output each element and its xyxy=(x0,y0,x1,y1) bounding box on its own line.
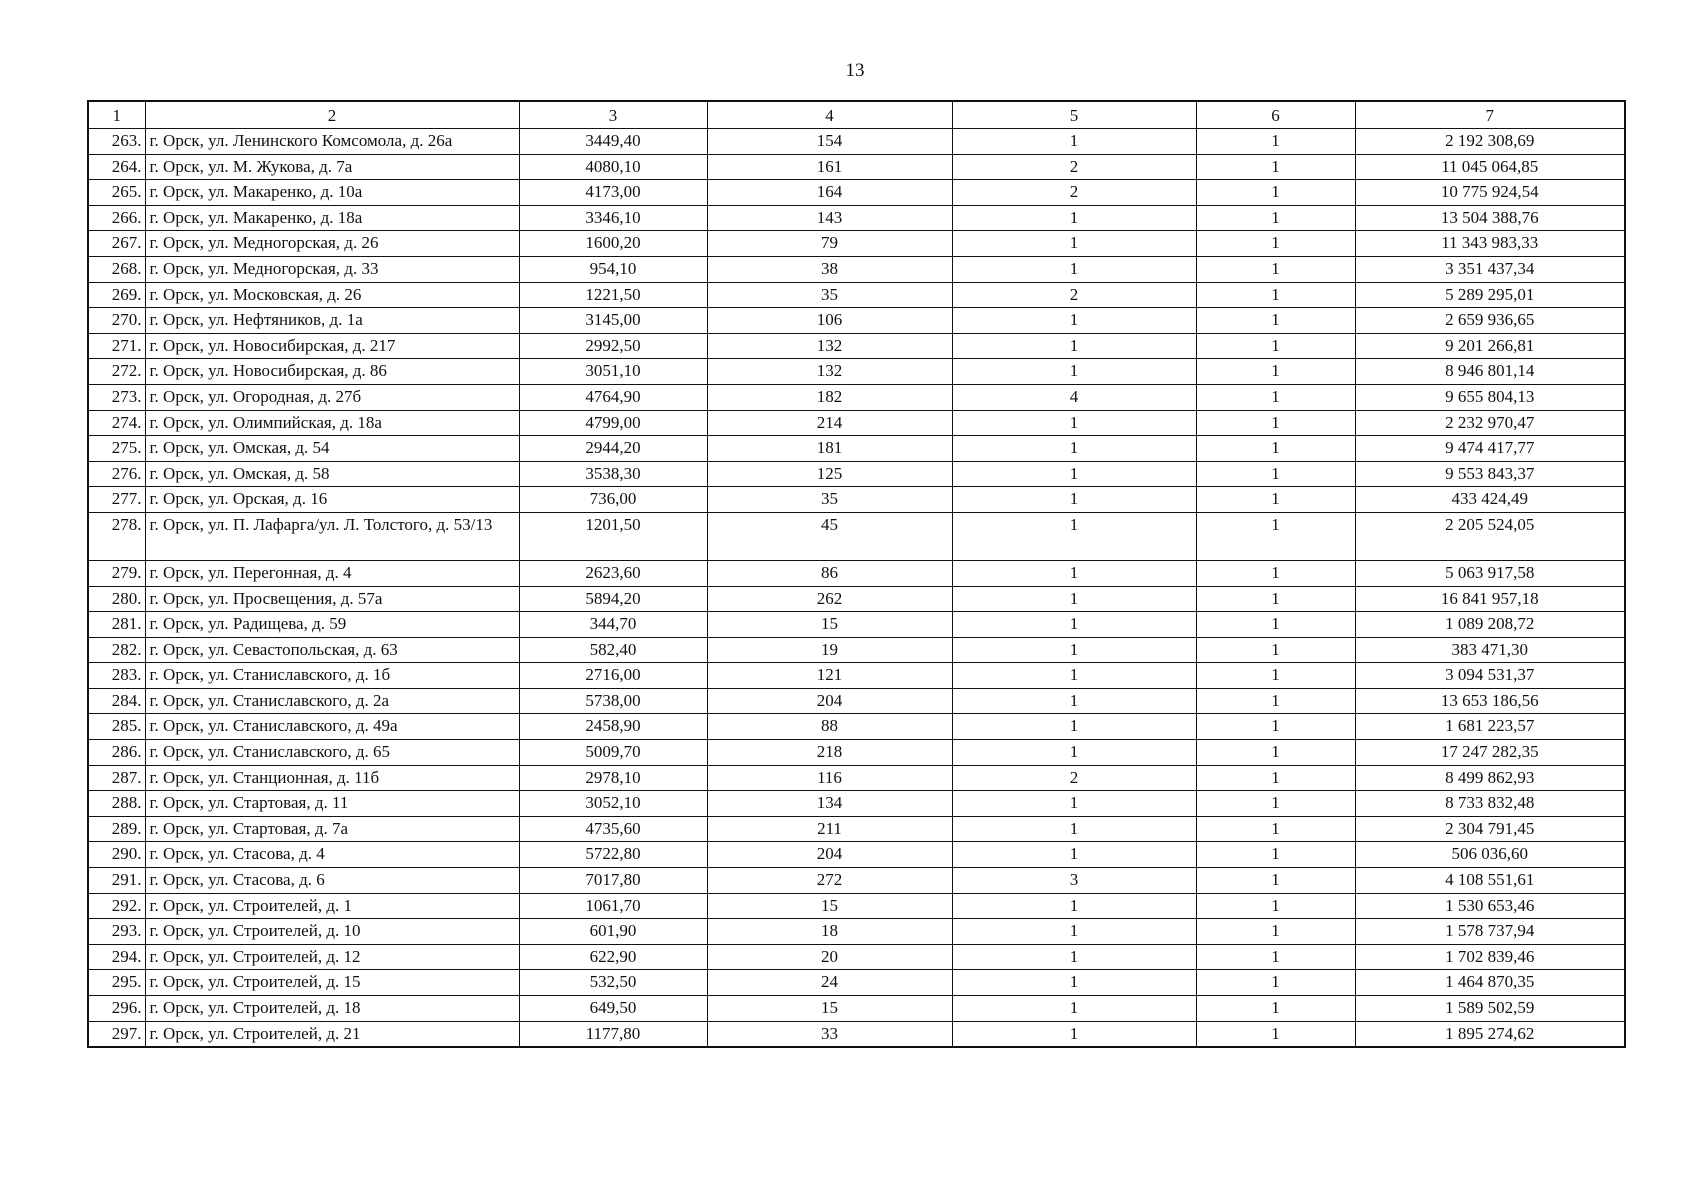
residents-count: 35 xyxy=(707,282,952,308)
address: г. Орск, ул. Просвещения, д. 57а xyxy=(145,586,519,612)
table-row xyxy=(88,461,1625,487)
table-row xyxy=(88,256,1625,282)
table-row xyxy=(88,868,1625,894)
table-row xyxy=(88,205,1625,231)
residents-count: 106 xyxy=(707,308,952,334)
cost-value: 13 504 388,76 xyxy=(1355,205,1625,231)
cost-value: 1 589 502,59 xyxy=(1355,996,1625,1022)
col5-value: 1 xyxy=(952,714,1196,740)
table-row xyxy=(88,688,1625,714)
col5-value: 2 xyxy=(952,180,1196,206)
area-value: 601,90 xyxy=(519,919,707,945)
cost-value: 2 192 308,69 xyxy=(1355,129,1625,155)
col6-value: 1 xyxy=(1196,842,1355,868)
col5-value: 1 xyxy=(952,791,1196,817)
col6-value: 1 xyxy=(1196,436,1355,462)
table-row xyxy=(88,436,1625,462)
table-row xyxy=(88,586,1625,612)
row-number: 294. xyxy=(88,944,145,970)
row-number: 274. xyxy=(88,410,145,436)
col5-value: 1 xyxy=(952,1021,1196,1047)
address: г. Орск, ул. Строителей, д. 1 xyxy=(145,893,519,919)
address: г. Орск, ул. Станционная, д. 11б xyxy=(145,765,519,791)
col6-value: 1 xyxy=(1196,205,1355,231)
row-number: 270. xyxy=(88,308,145,334)
col6-value: 1 xyxy=(1196,612,1355,638)
cost-value: 11 343 983,33 xyxy=(1355,231,1625,257)
column-header-3: 3 xyxy=(519,101,707,129)
table-row xyxy=(88,714,1625,740)
col5-value: 1 xyxy=(952,359,1196,385)
cost-value: 9 474 417,77 xyxy=(1355,436,1625,462)
residents-count: 35 xyxy=(707,487,952,513)
residents-count: 86 xyxy=(707,560,952,586)
residents-count: 88 xyxy=(707,714,952,740)
residents-count: 218 xyxy=(707,740,952,766)
page-number: 13 xyxy=(845,60,865,81)
row-number: 289. xyxy=(88,816,145,842)
column-header-7: 7 xyxy=(1355,101,1625,129)
cost-value: 3 094 531,37 xyxy=(1355,663,1625,689)
col5-value: 1 xyxy=(952,919,1196,945)
col5-value: 1 xyxy=(952,333,1196,359)
cost-value: 506 036,60 xyxy=(1355,842,1625,868)
residents-count: 121 xyxy=(707,663,952,689)
area-value: 1221,50 xyxy=(519,282,707,308)
col6-value: 1 xyxy=(1196,461,1355,487)
residents-count: 132 xyxy=(707,359,952,385)
area-value: 7017,80 xyxy=(519,868,707,894)
row-number: 283. xyxy=(88,663,145,689)
residents-count: 204 xyxy=(707,842,952,868)
area-value: 4764,90 xyxy=(519,384,707,410)
cost-value: 1 464 870,35 xyxy=(1355,970,1625,996)
col6-value: 1 xyxy=(1196,816,1355,842)
col6-value: 1 xyxy=(1196,893,1355,919)
residents-count: 143 xyxy=(707,205,952,231)
table-row xyxy=(88,333,1625,359)
cost-value: 2 659 936,65 xyxy=(1355,308,1625,334)
row-number: 266. xyxy=(88,205,145,231)
row-number: 295. xyxy=(88,970,145,996)
residents-count: 15 xyxy=(707,996,952,1022)
cost-value: 17 247 282,35 xyxy=(1355,740,1625,766)
residents-count: 24 xyxy=(707,970,952,996)
residents-count: 79 xyxy=(707,231,952,257)
table-row xyxy=(88,842,1625,868)
col6-value: 1 xyxy=(1196,333,1355,359)
residents-count: 45 xyxy=(707,512,952,560)
col6-value: 1 xyxy=(1196,688,1355,714)
row-number: 296. xyxy=(88,996,145,1022)
col6-value: 1 xyxy=(1196,512,1355,560)
residents-count: 262 xyxy=(707,586,952,612)
col6-value: 1 xyxy=(1196,231,1355,257)
table-row xyxy=(88,637,1625,663)
address: г. Орск, ул. Стасова, д. 6 xyxy=(145,868,519,894)
address: г. Орск, ул. Омская, д. 54 xyxy=(145,436,519,462)
col6-value: 1 xyxy=(1196,1021,1355,1047)
row-number: 272. xyxy=(88,359,145,385)
area-value: 622,90 xyxy=(519,944,707,970)
residents-count: 161 xyxy=(707,154,952,180)
area-value: 2623,60 xyxy=(519,560,707,586)
col5-value: 1 xyxy=(952,436,1196,462)
cost-value: 9 553 843,37 xyxy=(1355,461,1625,487)
col6-value: 1 xyxy=(1196,740,1355,766)
row-number: 278. xyxy=(88,512,145,560)
col6-value: 1 xyxy=(1196,919,1355,945)
row-number: 277. xyxy=(88,487,145,513)
table-row xyxy=(88,1021,1625,1047)
row-number: 291. xyxy=(88,868,145,894)
table-row xyxy=(88,740,1625,766)
table-row xyxy=(88,560,1625,586)
row-number: 282. xyxy=(88,637,145,663)
col5-value: 2 xyxy=(952,765,1196,791)
address: г. Орск, ул. Стартовая, д. 7а xyxy=(145,816,519,842)
address: г. Орск, ул. Московская, д. 26 xyxy=(145,282,519,308)
cost-value: 4 108 551,61 xyxy=(1355,868,1625,894)
cost-value: 9 201 266,81 xyxy=(1355,333,1625,359)
area-value: 1201,50 xyxy=(519,512,707,560)
area-value: 3051,10 xyxy=(519,359,707,385)
table-row xyxy=(88,612,1625,638)
residents-count: 15 xyxy=(707,612,952,638)
col5-value: 1 xyxy=(952,842,1196,868)
table-row xyxy=(88,308,1625,334)
col5-value: 1 xyxy=(952,893,1196,919)
table-row xyxy=(88,996,1625,1022)
table-row xyxy=(88,282,1625,308)
residents-count: 154 xyxy=(707,129,952,155)
residents-count: 20 xyxy=(707,944,952,970)
area-value: 649,50 xyxy=(519,996,707,1022)
table-row xyxy=(88,359,1625,385)
row-number: 284. xyxy=(88,688,145,714)
row-number: 271. xyxy=(88,333,145,359)
address: г. Орск, ул. Строителей, д. 21 xyxy=(145,1021,519,1047)
residents-count: 182 xyxy=(707,384,952,410)
col5-value: 1 xyxy=(952,688,1196,714)
col5-value: 2 xyxy=(952,154,1196,180)
cost-value: 8 499 862,93 xyxy=(1355,765,1625,791)
cost-value: 13 653 186,56 xyxy=(1355,688,1625,714)
address: г. Орск, ул. Стасова, д. 4 xyxy=(145,842,519,868)
col5-value: 1 xyxy=(952,256,1196,282)
row-number: 279. xyxy=(88,560,145,586)
address: г. Орск, ул. Огородная, д. 27б xyxy=(145,384,519,410)
address: г. Орск, ул. Новосибирская, д. 217 xyxy=(145,333,519,359)
column-header-5: 5 xyxy=(952,101,1196,129)
table-row xyxy=(88,129,1625,155)
cost-value: 1 681 223,57 xyxy=(1355,714,1625,740)
col6-value: 1 xyxy=(1196,487,1355,513)
cost-value: 433 424,49 xyxy=(1355,487,1625,513)
address: г. Орск, ул. Строителей, д. 15 xyxy=(145,970,519,996)
row-number: 269. xyxy=(88,282,145,308)
table-row xyxy=(88,384,1625,410)
area-value: 1600,20 xyxy=(519,231,707,257)
col6-value: 1 xyxy=(1196,180,1355,206)
cost-value: 5 063 917,58 xyxy=(1355,560,1625,586)
address: г. Орск, ул. Станиславского, д. 1б xyxy=(145,663,519,689)
address: г. Орск, ул. Медногорская, д. 26 xyxy=(145,231,519,257)
residents-count: 181 xyxy=(707,436,952,462)
row-number: 273. xyxy=(88,384,145,410)
cost-value: 8 946 801,14 xyxy=(1355,359,1625,385)
row-number: 268. xyxy=(88,256,145,282)
area-value: 2458,90 xyxy=(519,714,707,740)
cost-value: 11 045 064,85 xyxy=(1355,154,1625,180)
area-value: 5009,70 xyxy=(519,740,707,766)
col5-value: 1 xyxy=(952,410,1196,436)
address: г. Орск, ул. Макаренко, д. 10а xyxy=(145,180,519,206)
address: г. Орск, ул. Новосибирская, д. 86 xyxy=(145,359,519,385)
residents-count: 116 xyxy=(707,765,952,791)
address: г. Орск, ул. Макаренко, д. 18а xyxy=(145,205,519,231)
table-row xyxy=(88,512,1625,560)
area-value: 954,10 xyxy=(519,256,707,282)
address: г. Орск, ул. Омская, д. 58 xyxy=(145,461,519,487)
cost-value: 2 304 791,45 xyxy=(1355,816,1625,842)
address: г. Орск, ул. М. Жукова, д. 7а xyxy=(145,154,519,180)
area-value: 3145,00 xyxy=(519,308,707,334)
residents-count: 164 xyxy=(707,180,952,206)
row-number: 293. xyxy=(88,919,145,945)
col5-value: 1 xyxy=(952,560,1196,586)
address: г. Орск, ул. Ленинского Комсомола, д. 26а xyxy=(145,129,519,155)
col5-value: 2 xyxy=(952,282,1196,308)
table-row xyxy=(88,487,1625,513)
cost-value: 2 232 970,47 xyxy=(1355,410,1625,436)
table-row xyxy=(88,180,1625,206)
address: г. Орск, ул. Строителей, д. 12 xyxy=(145,944,519,970)
col5-value: 3 xyxy=(952,868,1196,894)
col5-value: 1 xyxy=(952,205,1196,231)
address: г. Орск, ул. Строителей, д. 10 xyxy=(145,919,519,945)
address: г. Орск, ул. Радищева, д. 59 xyxy=(145,612,519,638)
area-value: 4080,10 xyxy=(519,154,707,180)
residents-count: 204 xyxy=(707,688,952,714)
table-row xyxy=(88,919,1625,945)
row-number: 281. xyxy=(88,612,145,638)
column-header-4: 4 xyxy=(707,101,952,129)
row-number: 267. xyxy=(88,231,145,257)
col6-value: 1 xyxy=(1196,282,1355,308)
area-value: 1177,80 xyxy=(519,1021,707,1047)
table-row xyxy=(88,231,1625,257)
table-row xyxy=(88,893,1625,919)
col5-value: 1 xyxy=(952,129,1196,155)
col5-value: 1 xyxy=(952,996,1196,1022)
area-value: 736,00 xyxy=(519,487,707,513)
cost-value: 2 205 524,05 xyxy=(1355,512,1625,560)
table-row xyxy=(88,816,1625,842)
col6-value: 1 xyxy=(1196,663,1355,689)
area-value: 2716,00 xyxy=(519,663,707,689)
col5-value: 1 xyxy=(952,308,1196,334)
table-body xyxy=(88,129,1625,1047)
area-value: 3449,40 xyxy=(519,129,707,155)
row-number: 297. xyxy=(88,1021,145,1047)
cost-value: 8 733 832,48 xyxy=(1355,791,1625,817)
col6-value: 1 xyxy=(1196,560,1355,586)
row-number: 275. xyxy=(88,436,145,462)
cost-value: 1 578 737,94 xyxy=(1355,919,1625,945)
column-header-1: 1 xyxy=(88,101,145,129)
row-number: 264. xyxy=(88,154,145,180)
table-row xyxy=(88,410,1625,436)
col6-value: 1 xyxy=(1196,586,1355,612)
area-value: 3346,10 xyxy=(519,205,707,231)
col5-value: 1 xyxy=(952,461,1196,487)
area-value: 532,50 xyxy=(519,970,707,996)
col5-value: 1 xyxy=(952,637,1196,663)
col5-value: 1 xyxy=(952,970,1196,996)
residents-count: 125 xyxy=(707,461,952,487)
residents-count: 211 xyxy=(707,816,952,842)
area-value: 3052,10 xyxy=(519,791,707,817)
col6-value: 1 xyxy=(1196,714,1355,740)
cost-value: 1 530 653,46 xyxy=(1355,893,1625,919)
col6-value: 1 xyxy=(1196,359,1355,385)
area-value: 5894,20 xyxy=(519,586,707,612)
address: г. Орск, ул. Орская, д. 16 xyxy=(145,487,519,513)
table-row xyxy=(88,970,1625,996)
table-row xyxy=(88,944,1625,970)
cost-value: 5 289 295,01 xyxy=(1355,282,1625,308)
col5-value: 1 xyxy=(952,740,1196,766)
area-value: 5722,80 xyxy=(519,842,707,868)
area-value: 2978,10 xyxy=(519,765,707,791)
address: г. Орск, ул. П. Лафарга/ул. Л. Толстого, д. 53/13 xyxy=(145,512,519,560)
address: г. Орск, ул. Медногорская, д. 33 xyxy=(145,256,519,282)
col5-value: 1 xyxy=(952,512,1196,560)
area-value: 5738,00 xyxy=(519,688,707,714)
table-row xyxy=(88,765,1625,791)
column-header-2: 2 xyxy=(145,101,519,129)
residents-count: 19 xyxy=(707,637,952,663)
col6-value: 1 xyxy=(1196,765,1355,791)
area-value: 4799,00 xyxy=(519,410,707,436)
area-value: 3538,30 xyxy=(519,461,707,487)
col5-value: 1 xyxy=(952,487,1196,513)
area-value: 2992,50 xyxy=(519,333,707,359)
address: г. Орск, ул. Нефтяников, д. 1а xyxy=(145,308,519,334)
row-number: 288. xyxy=(88,791,145,817)
table-row xyxy=(88,663,1625,689)
row-number: 287. xyxy=(88,765,145,791)
row-number: 263. xyxy=(88,129,145,155)
registry-table xyxy=(87,100,1626,1048)
row-number: 286. xyxy=(88,740,145,766)
col6-value: 1 xyxy=(1196,308,1355,334)
col6-value: 1 xyxy=(1196,384,1355,410)
col5-value: 1 xyxy=(952,663,1196,689)
area-value: 4173,00 xyxy=(519,180,707,206)
col6-value: 1 xyxy=(1196,944,1355,970)
column-number-header-row xyxy=(88,101,1625,129)
cost-value: 383 471,30 xyxy=(1355,637,1625,663)
residents-count: 214 xyxy=(707,410,952,436)
col5-value: 1 xyxy=(952,612,1196,638)
col5-value: 1 xyxy=(952,816,1196,842)
address: г. Орск, ул. Олимпийская, д. 18а xyxy=(145,410,519,436)
col5-value: 1 xyxy=(952,586,1196,612)
col6-value: 1 xyxy=(1196,129,1355,155)
row-number: 280. xyxy=(88,586,145,612)
row-number: 265. xyxy=(88,180,145,206)
cost-value: 16 841 957,18 xyxy=(1355,586,1625,612)
residents-count: 132 xyxy=(707,333,952,359)
address: г. Орск, ул. Перегонная, д. 4 xyxy=(145,560,519,586)
col6-value: 1 xyxy=(1196,637,1355,663)
cost-value: 10 775 924,54 xyxy=(1355,180,1625,206)
area-value: 4735,60 xyxy=(519,816,707,842)
address: г. Орск, ул. Строителей, д. 18 xyxy=(145,996,519,1022)
area-value: 582,40 xyxy=(519,637,707,663)
address: г. Орск, ул. Станиславского, д. 49а xyxy=(145,714,519,740)
cost-value: 9 655 804,13 xyxy=(1355,384,1625,410)
residents-count: 18 xyxy=(707,919,952,945)
col5-value: 1 xyxy=(952,231,1196,257)
table-row xyxy=(88,154,1625,180)
residents-count: 134 xyxy=(707,791,952,817)
col5-value: 1 xyxy=(952,944,1196,970)
address: г. Орск, ул. Севастопольская, д. 63 xyxy=(145,637,519,663)
row-number: 292. xyxy=(88,893,145,919)
row-number: 276. xyxy=(88,461,145,487)
col6-value: 1 xyxy=(1196,970,1355,996)
col6-value: 1 xyxy=(1196,410,1355,436)
area-value: 1061,70 xyxy=(519,893,707,919)
row-number: 290. xyxy=(88,842,145,868)
col6-value: 1 xyxy=(1196,996,1355,1022)
col6-value: 1 xyxy=(1196,868,1355,894)
cost-value: 1 702 839,46 xyxy=(1355,944,1625,970)
area-value: 2944,20 xyxy=(519,436,707,462)
address: г. Орск, ул. Станиславского, д. 2а xyxy=(145,688,519,714)
address: г. Орск, ул. Стартовая, д. 11 xyxy=(145,791,519,817)
col6-value: 1 xyxy=(1196,791,1355,817)
col5-value: 4 xyxy=(952,384,1196,410)
column-header-6: 6 xyxy=(1196,101,1355,129)
residents-count: 272 xyxy=(707,868,952,894)
residents-count: 38 xyxy=(707,256,952,282)
cost-value: 3 351 437,34 xyxy=(1355,256,1625,282)
area-value: 344,70 xyxy=(519,612,707,638)
row-number: 285. xyxy=(88,714,145,740)
residents-count: 33 xyxy=(707,1021,952,1047)
residents-count: 15 xyxy=(707,893,952,919)
address: г. Орск, ул. Станиславского, д. 65 xyxy=(145,740,519,766)
cost-value: 1 895 274,62 xyxy=(1355,1021,1625,1047)
cost-value: 1 089 208,72 xyxy=(1355,612,1625,638)
col6-value: 1 xyxy=(1196,256,1355,282)
col6-value: 1 xyxy=(1196,154,1355,180)
table-row xyxy=(88,791,1625,817)
